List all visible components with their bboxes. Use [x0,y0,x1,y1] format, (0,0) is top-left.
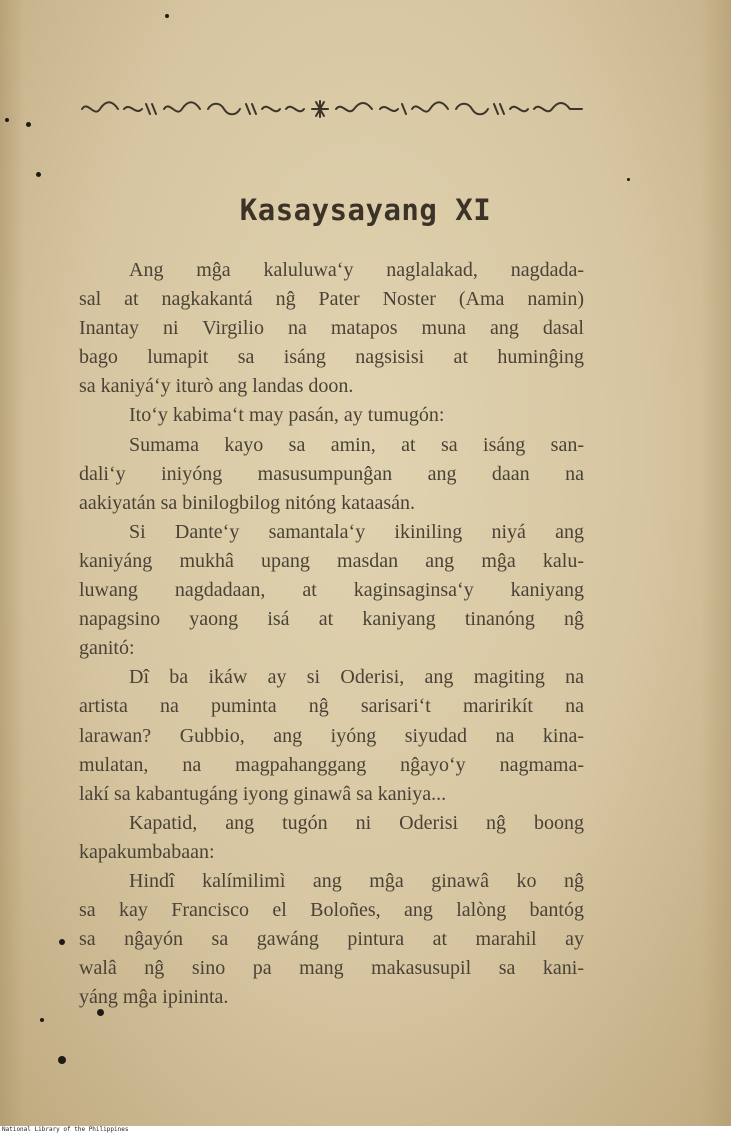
left-page-shadow [0,0,24,1126]
text-line: Dî ba ikáw ay si Oderisi, ang magiting na [129,666,584,689]
paragraph [79,663,584,808]
paragraph [79,401,584,430]
ink-speck [36,172,41,177]
decorative-flourish-border [80,98,585,120]
text-line: sa kay Francisco el Boloñes, ang lalòng bantóg [79,899,584,922]
text-line: napagsino yaong isá at kaniyang tinanóng nĝ [79,608,584,631]
body-text [79,256,584,1012]
text-line: Inantay ni Virgilio na matapos muna ang dasal [79,317,584,340]
text-line: Si Dante‘y samantala‘y ikiniling niyá ang [129,520,584,543]
text-line: sa kaniyá‘y iturò ang landas doon. [79,375,354,398]
right-page-shadow [701,0,731,1126]
text-line: artista na puminta nĝ sarisari‘t maririkít na [79,695,584,718]
text-line: Hindî kalímilimì ang mĝa ginawâ ko nĝ [129,869,584,892]
text-line: luwang nagdadaan, at kaginsaginsa‘y kaniyang [79,579,584,602]
ink-speck [627,178,630,181]
text-line: Kapatid, ang tugón ni Oderisi nĝ boong [129,811,584,834]
paragraph [79,809,584,867]
paragraph [79,431,584,518]
paragraph [79,256,584,401]
text-line: kapakumbabaan: [79,840,215,863]
text-line: sa nĝayón sa gawáng pintura at marahil ay [79,928,584,951]
ink-speck [59,939,65,945]
text-line: Sumama kayo sa amin, at sa isáng san- [129,433,584,456]
ink-speck [5,118,9,122]
text-line: kaniyáng mukhâ upang masdan ang mĝa kalu- [79,549,584,572]
text-line: lakí sa kabantugáng iyong ginawâ sa kaniya... [79,782,447,805]
text-line: dali‘y iniyóng masusumpunĝan ang daan na [79,462,584,485]
ink-speck [40,1018,44,1022]
text-line: aakiyatán sa binilogbilog nitóng kataasán. [79,491,416,514]
ink-speck [97,1009,104,1016]
text-line: yáng mĝa ipininta. [79,986,229,1009]
library-credit: National Library of the Philippines [0,1126,731,1133]
paragraph [79,867,584,1012]
text-line: walâ nĝ sino pa mang makasusupil sa kani- [79,957,584,980]
text-line: larawan? Gubbio, ang iyóng siyudad na kina- [79,724,584,747]
text-line: ganitó: [79,637,135,660]
text-line: Ito‘y kabima‘t may pasán, ay tumugón: [129,404,445,427]
text-line: mulatan, na magpahanggang nĝayo‘y nagmama- [79,753,584,776]
ink-speck [58,1056,66,1064]
text-line: sal at nagkakantá nĝ Pater Noster (Ama namin) [79,288,584,311]
paragraph [79,518,584,663]
text-line: bago lumapit sa isáng nagsisisi at huminĝing [79,346,584,369]
ink-speck [165,14,169,18]
text-line: Ang mĝa kaluluwa‘y naglalakad, nagdada- [129,259,584,281]
chapter-title: Kasaysayang XI [239,193,492,227]
ink-speck [26,122,31,127]
